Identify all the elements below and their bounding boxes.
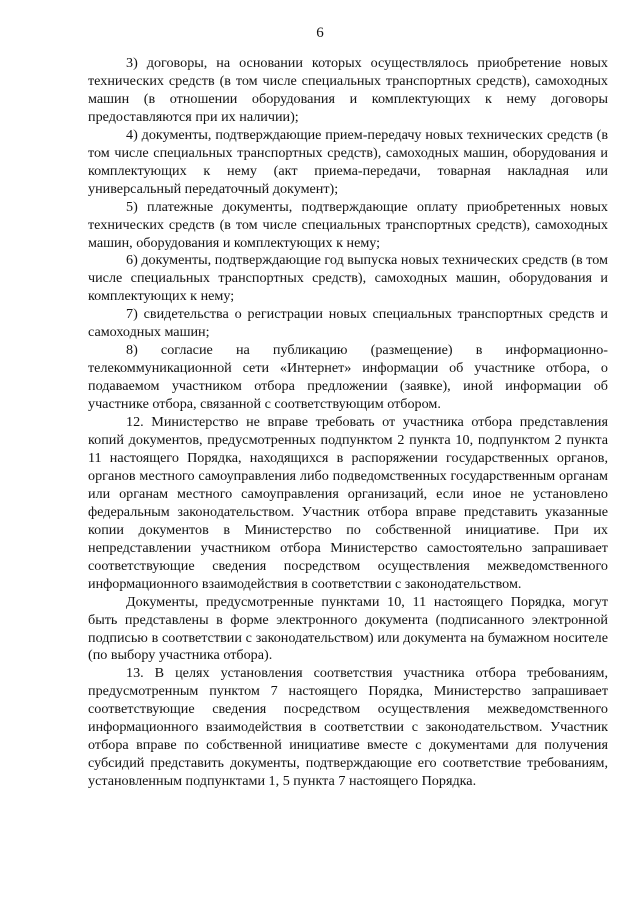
paragraph-item-12: 12. Министерство не вправе требовать от участника отбора представления копий документов, предусмотренных подпунктом 2 пункта 10, подпунктом 2 пункта 11 настоящего Порядка, находящихся в распоряжении государственных органов, органов местного самоуправления либо подведомственных государственным органам или органам местного самоуправления организаций, если иное не установлено федеральным законодательством. Участник отбора вправе представить указанные копии документов в Министерство по собственной инициативе. При их непредставлении участником отбора Министерство самостоятельно запрашивает соответствующие сведения посредством осуществления межведомственного информационного взаимодействия в соответствии с законодательством. [88,414,608,592]
paragraph-documents-form: Документы, предусмотренные пунктами 10, 11 настоящего Порядка, могут быть представлены в форме электронного документа (подписанного электронной подписью в соответствии с законодательством) или документа на бумажном носителе (по выбору участника отбора). [88,593,608,664]
paragraph-subitem-7: 7) свидетельства о регистрации новых специальных транспортных средств и самоходных машин; [88,306,608,341]
paragraph-subitem-3: 3) договоры, на основании которых осуществлялось приобретение новых технических средств (в том числе специальных транспортных средств), самоходных машин (в отношении оборудования и комплектующих к нему договоры предоставляются при их наличии); [88,55,608,125]
paragraph-item-13: 13. В целях установления соответствия участника отбора требованиям, предусмотренным пунктом 7 настоящего Порядка, Министерство запрашивает соответствующие сведения посредством осуществления межведомственного информационного взаимодействия в соответствии с законодательством. Участник отбора вправе по собственной инициативе вместе с документами для получения субсидий представить документы, подтверждающие его соответствие требованиям, установленным подпунктами 1, 5 пункта 7 настоящего Порядка. [88,665,608,790]
page-number: 6 [316,25,324,41]
paragraph-subitem-6: 6) документы, подтверждающие год выпуска новых технических средств (в том числе специальных транспортных средств), самоходных машин, оборудования и комплектующих к нему; [88,252,608,305]
paragraph-subitem-5: 5) платежные документы, подтверждающие оплату приобретенных новых технических средств (в том числе специальных транспортных средств), самоходных машин, оборудования и комплектующих к нему; [88,198,608,251]
paragraph-subitem-4: 4) документы, подтверждающие прием-передачу новых технических средств (в том числе специальных транспортных средств), самоходных машин, оборудования и комплектующих к нему (акт приема-передачи, товарная накладная или универсальный передаточный документ); [88,126,608,197]
paragraph-subitem-8: 8) согласие на публикацию (размещение) в информационно-телекоммуникационной сети «Интернет» информации об участнике отбора, о подаваемом участником отбора предложении (заявке), иной информации об участнике отбора, связанной с соответствующим отбором. [88,342,608,413]
document-body [88,55,608,791]
